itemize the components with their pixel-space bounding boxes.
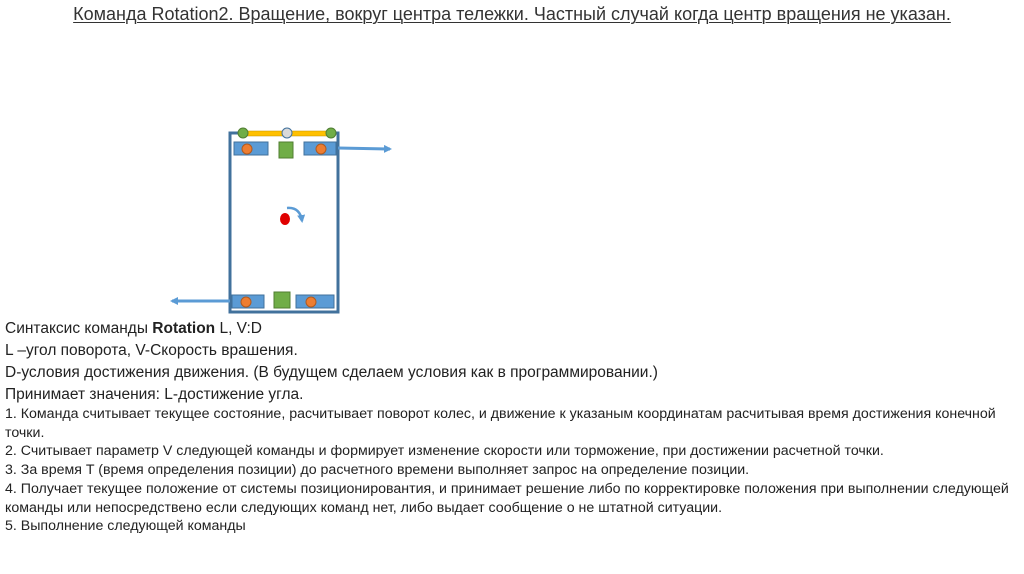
syntax-block — [5, 318, 1015, 406]
step-item: 2. Считывает параметр V следующей команды и формирует изменение скорости или торможение, при достижении расчетной точки. — [5, 443, 884, 460]
wheel-bottom-left — [241, 297, 251, 307]
axle-center — [282, 128, 292, 138]
syntax-line — [5, 318, 1015, 340]
accepted-values: Принимает значения: L-достижение угла. — [5, 386, 304, 403]
syntax-command: Rotation — [152, 320, 216, 337]
step-item: 1. Команда считывает текущее состояние, расчитывает поворот колес, и движение к указаным координатам расчитывая время достижения конечной точки. — [5, 406, 996, 441]
param-l-description: L –угол поворота, V-Скорость врашения. — [5, 342, 298, 359]
center-block-bottom — [274, 292, 290, 308]
wheel-bottom-right — [306, 297, 316, 307]
title-description: . Вращение, вокруг центра тележки. Частный случай когда центр вращения не указан. — [228, 4, 951, 24]
wheel-top-right — [316, 144, 326, 154]
title-command: Команда Rotation2 — [73, 4, 229, 24]
wheel-top-left — [242, 144, 252, 154]
step-item: 3. За время T (время определения позиции) до расчетного времени выполняет запрос на определение позиции. — [5, 462, 750, 479]
center-block-top — [279, 142, 293, 158]
syntax-prefix: Синтаксис команды — [5, 320, 153, 337]
rotation-center-dot — [280, 213, 290, 225]
step-item: 4. Получает текущее положение от системы позиционировантия, и принимает решение либо по корректировке положения при выполнении следующей команды или непосредствено если следующих команд нет, либо выдает сообщение о не штатной ситуации. — [5, 480, 1009, 516]
step-item: 5. Выполнение следующей команды — [5, 518, 246, 535]
axle-end-right — [326, 128, 336, 138]
motion-arrow-right — [338, 148, 390, 149]
param-d-description: D-условия достижения движения. (В будущем сделаем условия как в программировании.) — [5, 364, 658, 381]
axle-end-left — [238, 128, 248, 138]
syntax-params: L, V:D — [215, 320, 262, 337]
steps-list — [5, 405, 1015, 536]
